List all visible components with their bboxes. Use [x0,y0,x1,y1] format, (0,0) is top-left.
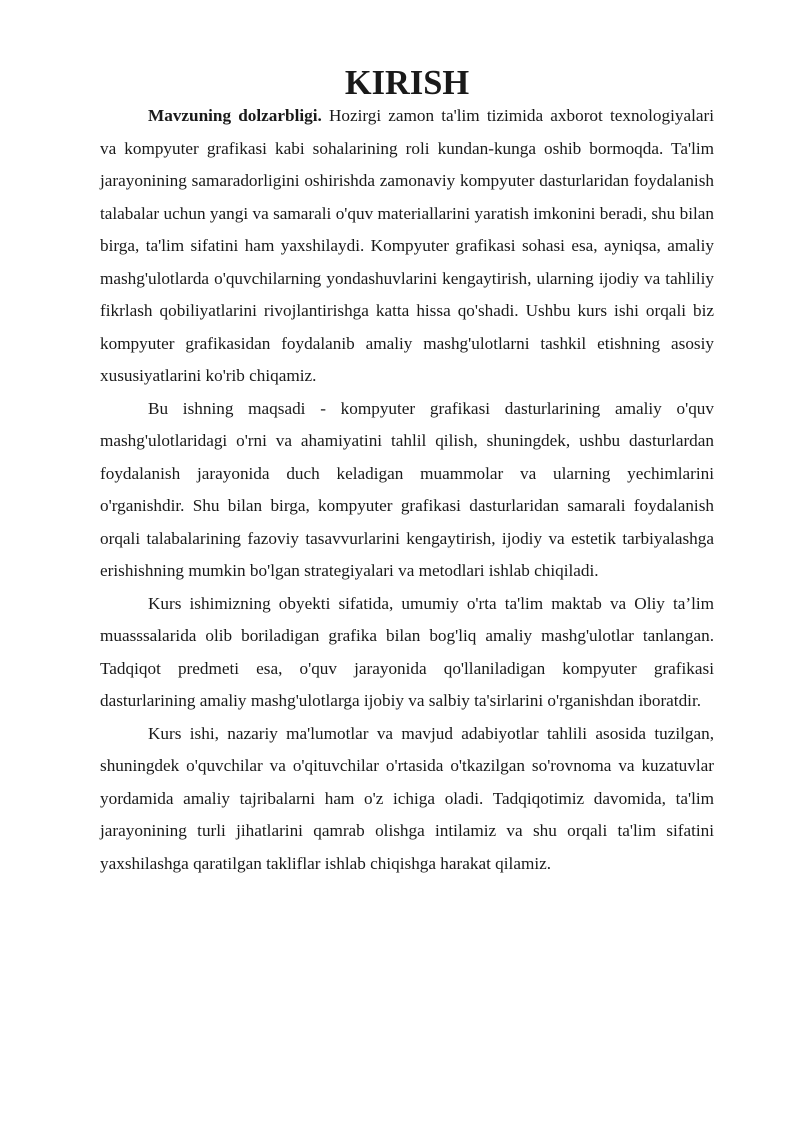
document-page [100,64,714,880]
paragraph-text: Hozirgi zamon ta'lim tizimida axborot texnologiyalari va kompyuter grafikasi kabi sohalarining roli kundan-kunga oshib bormoqda. Ta'lim jarayonining samaradorligini oshirishda zamonaviy kompyuter dasturlaridan foydalanish talabalar uchun yangi va samarali o'quv materiallarini yaratish imkonini beradi, shu bilan birga, ta'lim sifatini ham yaxshilaydi. Kompyuter grafikasi sohasi esa, ayniqsa, amaliy mashg'ulotlarda o'quvchilarning yondashuvlarini kengaytirish, ularning ijodiy va tahliliy fikrlash qobiliyatlarini rivojlantirishga katta hissa qo'shadi. Ushbu kurs ishi orqali biz kompyuter grafikasidan foydalanib amaliy mashg'ulotlarni tashkil etishning asosiy xususiyatlarini ko'rib chiqamiz. [100,106,714,385]
paragraph-relevance [100,100,714,393]
paragraph-lead: Mavzuning dolzarbligi. [148,106,322,125]
paragraph-method: Kurs ishi, nazariy ma'lumotlar va mavjud adabiyotlar tahlili asosida tuzilgan, shuningdek o'quvchilar va o'qituvchilar o'rtasida o'tkazilgan so'rovnoma va kuzatuvlar yordamida amaliy tajribalarni ham o'z ichiga oladi. Tadqiqotimiz davomida, ta'lim jarayonining turli jihatlarini qamrab olishga intilamiz va shu orqali ta'lim sifatini yaxshilashga qaratilgan takliflar ishlab chiqishga harakat qilamiz. [100,723,714,873]
paragraph-object: Kurs ishimizning obyekti sifatida, umumiy o'rta ta'lim maktab va Oliy ta’lim muasssalarida olib boriladigan grafika bilan bog'liq amaliy mashg'ulotlar tanlangan. Tadqiqot predmeti esa, o'quv jarayonida qo'llaniladigan kompyuter grafikasi dasturlarining amaliy mashg'ulotlarga ijobiy va salbiy ta'sirlarini o'rganishdan iboratdir. [100,593,714,710]
section-title: KIRISH [344,64,470,102]
paragraph-goal: Bu ishning maqsadi - kompyuter grafikasi dasturlarining amaliy o'quv mashg'ulotlaridagi o'rni va ahamiyatini tahlil qilish, shuningdek, ushbu dasturlardan foydalanish jarayonida duch keladigan muammolar va ularning yechimlarini o'rganishdir. Shu bilan birga, kompyuter grafikasi dasturlaridan samarali foydalanish orqali talabalarining fazoviy tasavvurlarini kengaytirish, ijodiy va estetik tarbiyalashga erishishning mumkin bo'lgan strategiyalari va metodlari ishlab chiqiladi. [100,398,714,580]
